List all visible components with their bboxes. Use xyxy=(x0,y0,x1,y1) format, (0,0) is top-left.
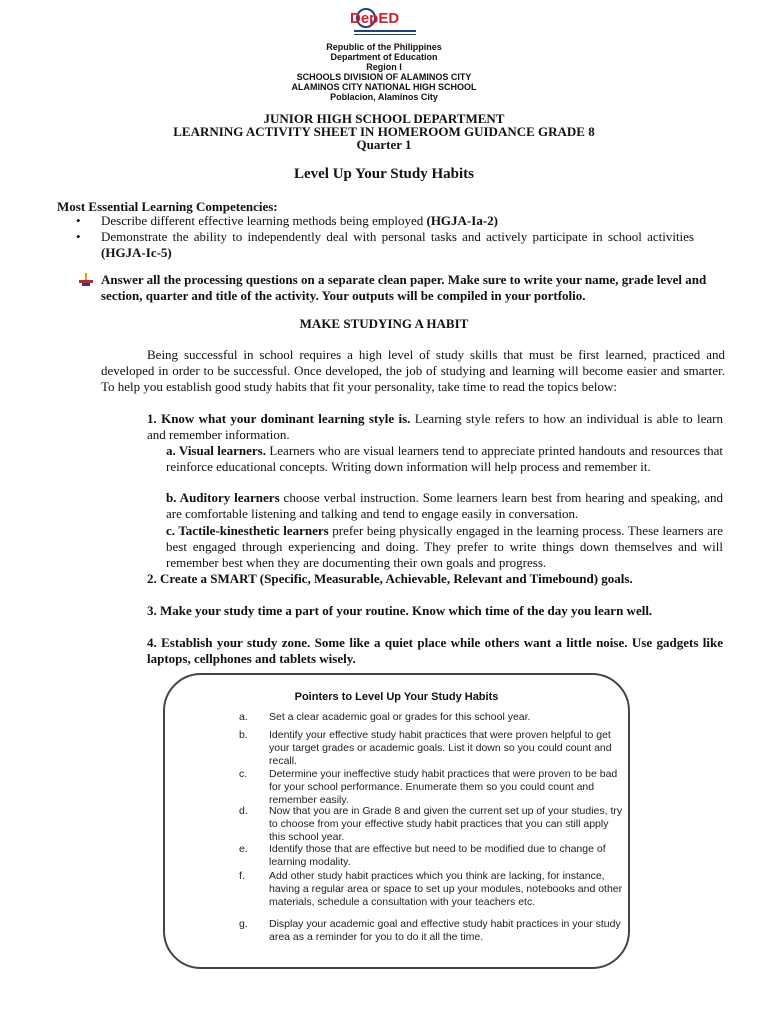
pointer-label: c. xyxy=(239,768,248,780)
pointer-text: Identify those that are effective but need to be modified due to change of learning modality. xyxy=(269,843,606,868)
pointers-title: Pointers to Level Up Your Study Habits xyxy=(294,691,499,703)
competency-item xyxy=(76,213,694,229)
page-title: Level Up Your Study Habits xyxy=(293,166,475,182)
header-line: ALAMINOS CITY NATIONAL HIGH SCHOOL xyxy=(291,82,477,92)
department-line: JUNIOR HIGH SCHOOL DEPARTMENT xyxy=(263,111,505,126)
header-line: Republic of the Philippines xyxy=(326,42,442,52)
bullet-icon: • xyxy=(76,213,81,228)
competencies-heading: Most Essential Learning Competencies: xyxy=(57,199,278,214)
item-2: 2. Create a SMART (Specific, Measurable, Achievable, Relevant and Timebound) goals. xyxy=(147,571,633,586)
competency-code: (HGJA-Ic-5) xyxy=(101,245,172,260)
header-line: Poblacion, Alaminos City xyxy=(330,92,438,102)
pointer-label: d. xyxy=(239,805,248,817)
competency-item xyxy=(76,229,694,261)
item-1 xyxy=(147,411,723,443)
pointer-label: a. xyxy=(239,711,248,723)
header-line: Department of Education xyxy=(330,52,438,62)
pointer-text: Display your academic goal and effective study habit practices in your study area as a reminder for you to do it all the time. xyxy=(269,918,621,943)
item-1c xyxy=(166,523,723,571)
instruction-text: Answer all the processing questions on a separate clean paper. Make sure to write your name, grade level and section, quarter and title of the activity. Your outputs will be compiled in your portfolio. xyxy=(101,272,707,303)
item-1b xyxy=(166,490,723,522)
item-1c-text: prefer being physically engaged in the learning process. These learners are best engaged through experiencing and doing. They prefer to write things down themselves and will remember best when they are documenting their own goals and progress. xyxy=(166,523,723,570)
item-1a-text: Learners who are visual learners tend to appreciate printed handouts and resources that reinforce educational concepts. Writing down information will help process and remember it. xyxy=(166,443,723,474)
pointers-content xyxy=(163,673,630,969)
pointer-text: Set a clear academic goal or grades for this school year. xyxy=(269,711,531,723)
competency-text: Describe different effective learning methods being employed xyxy=(101,213,427,228)
letterhead xyxy=(0,42,768,102)
competency-code: (HGJA-Ia-2) xyxy=(426,213,498,228)
bullet-icon: • xyxy=(76,229,81,244)
item-1c-heading: c. Tactile-kinesthetic learners xyxy=(166,523,329,538)
department-block xyxy=(0,112,768,151)
item-1a-heading: a. Visual learners. xyxy=(166,443,266,458)
item-1b-heading: b. Auditory learners xyxy=(166,490,280,505)
pointer-text: Determine your ineffective study habit practices that were proven to be bad for your school performance. Enumerate them so you could count and remember easily. xyxy=(269,768,618,806)
item-1-heading: 1. Know what your dominant learning style is. xyxy=(147,411,411,426)
intro-paragraph: Being successful in school requires a high level of study skills that must be first learned, practiced and developed in order to be successful. Once developed, the job of studying and learning will become easier and smarter. To help you establish good study habits that fit your personality, take time to read the topics below: xyxy=(101,347,725,394)
pointer-label: f. xyxy=(239,870,245,882)
item-1b-text: choose verbal instruction. Some learners learn best from hearing and speaking, and are comfortable listening and talking and tend to engage easily in conversation. xyxy=(166,490,723,521)
pin-icon xyxy=(78,273,94,292)
pointer-label: g. xyxy=(239,918,248,930)
department-line: Quarter 1 xyxy=(356,137,412,152)
competencies-list xyxy=(76,213,694,261)
pointer-label: b. xyxy=(239,729,248,741)
department-line: LEARNING ACTIVITY SHEET IN HOMEROOM GUIDANCE GRADE 8 xyxy=(173,124,595,139)
pointer-label: e. xyxy=(239,843,248,855)
header-line: SCHOOLS DIVISION OF ALAMINOS CITY xyxy=(296,72,472,82)
item-4: 4. Establish your study zone. Some like a quiet place while others want a little noise. Use gadgets like laptops, cellphones and tablets wisely. xyxy=(147,635,723,666)
deped-logo xyxy=(346,4,422,40)
section-title: MAKE STUDYING A HABIT xyxy=(299,316,469,331)
logo-text: DepED xyxy=(350,10,400,27)
pointer-text: Identify your effective study habit practices that were proven helpful to get your target grades or academic goals. List it down so you could count and recall. xyxy=(269,729,612,767)
header-line: Region I xyxy=(366,62,402,72)
competency-text: Demonstrate the ability to independently deal with personal tasks and actively participate in school activities xyxy=(101,229,694,244)
pointer-text: Now that you are in Grade 8 and given the current set up of your studies, try to choose from your effective study habit practices that you can still apply this school year. xyxy=(269,805,623,843)
item-1a xyxy=(166,443,723,475)
item-3: 3. Make your study time a part of your routine. Know which time of the day you learn well. xyxy=(147,603,653,618)
item-1-text: Learning style refers to how an individual is able to learn and remember information. xyxy=(147,411,723,442)
pointer-text: Add other study habit practices which you think are lacking, for instance, having a regular area or space to set up your modules, notebooks and other materials, schedule a consultation with your teachers etc. xyxy=(269,870,623,908)
